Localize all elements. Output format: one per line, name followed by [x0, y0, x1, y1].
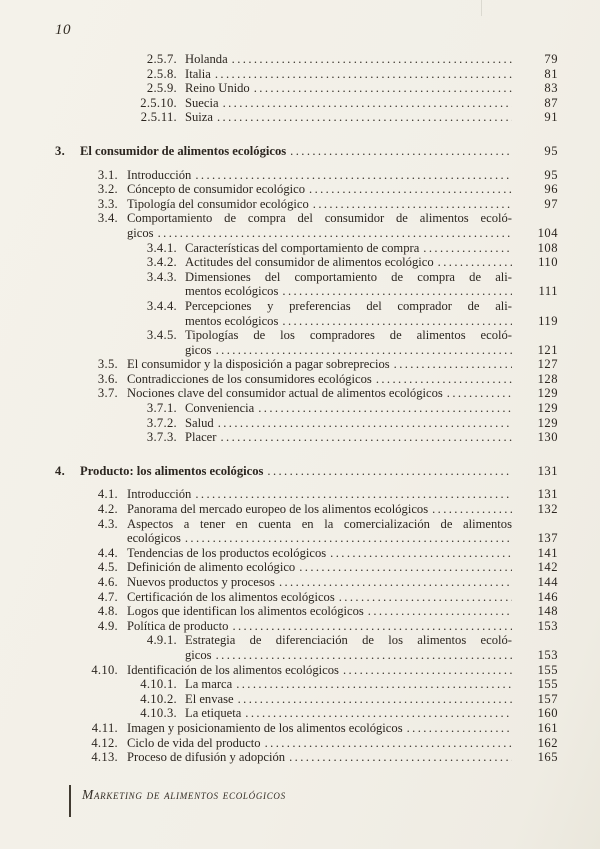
- toc-entry: [55, 663, 558, 678]
- toc-entry-number: 4.6.: [97, 575, 118, 589]
- toc-entry: [55, 52, 558, 67]
- dot-leader: [212, 648, 512, 663]
- toc-entry: [55, 168, 558, 183]
- toc-entry-title: Cóncepto de consumidor ecológico: [127, 182, 306, 197]
- toc-entry-number: 4.4.: [97, 545, 118, 560]
- toc-entry-title: El consumidor de alimentos ecológicos: [80, 143, 287, 158]
- toc-entry-title: gicos: [185, 647, 212, 662]
- toc-entry-title: Política de producto: [127, 618, 229, 633]
- toc-entry-number: 2.5.9.: [146, 81, 177, 96]
- dot-leader: [181, 531, 512, 546]
- toc-entry-page: 129: [537, 415, 558, 430]
- dot-leader: [278, 284, 512, 299]
- toc-entry-page: 153: [537, 618, 558, 633]
- toc-entry-page: 79: [544, 52, 558, 66]
- dot-leader: [339, 663, 512, 678]
- dot-leader: [191, 487, 512, 502]
- toc-entry-number: 4.10.1.: [140, 677, 177, 692]
- dot-leader: [335, 590, 512, 605]
- toc-entry: [55, 619, 558, 634]
- toc-entry-page: 81: [544, 66, 558, 81]
- toc-entry-number: 3.7.2.: [146, 415, 177, 430]
- dot-leader: [254, 401, 512, 416]
- toc-entry-number: 3.4.3.: [146, 269, 177, 284]
- toc-entry-number: 3.1.: [97, 167, 118, 182]
- toc-section-heading: [55, 144, 558, 159]
- toc-entry: [55, 241, 558, 256]
- toc-entry-page: 95: [544, 143, 558, 158]
- toc-entry-title: Conveniencia: [185, 401, 255, 416]
- toc-entry: [55, 328, 558, 343]
- toc-section-heading: [55, 464, 558, 479]
- toc-entry-number: 4.10.3.: [140, 706, 177, 721]
- toc-entry-title: Producto: los alimentos ecológicos: [80, 463, 264, 478]
- dot-leader: [275, 575, 512, 590]
- toc-entry-page: 146: [537, 589, 558, 604]
- toc-entry-number: 4.9.1.: [146, 633, 177, 648]
- toc-entry: [55, 706, 558, 721]
- toc-entry-page: 110: [538, 255, 558, 270]
- toc-entry-page: 141: [537, 545, 558, 560]
- toc-entry-number: 3.4.2.: [146, 255, 177, 270]
- toc-entry-title: Placer: [185, 430, 217, 445]
- toc-entry-number: 4.10.2.: [140, 691, 177, 706]
- toc-entry-number: 3.3.: [97, 196, 118, 211]
- dot-leader: [214, 416, 512, 431]
- toc-entry-number: 4.10.: [91, 662, 118, 677]
- toc-entry: [55, 750, 558, 765]
- toc-entry-page: 111: [538, 284, 558, 299]
- toc-entry-page: 131: [537, 487, 558, 502]
- dot-leader: [295, 560, 512, 575]
- toc-entry-page: 165: [537, 750, 558, 765]
- toc-entry-title: La marca: [185, 677, 233, 692]
- toc-entry: [55, 182, 558, 197]
- toc-entry: [55, 416, 558, 431]
- toc-entry: [55, 401, 558, 416]
- dot-leader: [261, 736, 512, 751]
- toc-entry-title: Holanda: [185, 52, 228, 66]
- dot-leader: [219, 96, 512, 111]
- toc-entry-number: 3.6.: [97, 371, 118, 386]
- footer-rule: [69, 785, 71, 817]
- toc-entry-number: 3.4.1.: [146, 240, 177, 255]
- toc-entry-page: 121: [537, 342, 558, 357]
- dot-leader: [309, 197, 512, 212]
- dot-leader: [434, 255, 512, 270]
- toc-entry: [55, 502, 558, 517]
- dot-leader: [191, 168, 512, 183]
- toc-entry-number: 4.1.: [97, 487, 118, 502]
- toc-entry-title: Aspectos a tener en cuenta en la comercialización de alimentos: [127, 516, 512, 531]
- toc-entry-title: Introducción: [127, 487, 192, 502]
- toc-entry-page: 104: [537, 225, 558, 240]
- toc-entry-title: Proceso de difusión y adopción: [127, 750, 286, 765]
- dot-leader: [234, 692, 512, 707]
- toc-entry-number: 4.9.: [97, 618, 118, 633]
- toc-entry: [55, 197, 558, 212]
- toc-entry-title: Nuevos productos y procesos: [127, 575, 275, 589]
- dot-leader: [443, 386, 512, 401]
- toc-entry-page: 83: [544, 81, 558, 96]
- toc-entry-page: 128: [537, 371, 558, 386]
- toc-entry-page: 96: [544, 182, 558, 197]
- toc-entry: [55, 270, 558, 285]
- dot-leader: [228, 619, 512, 634]
- toc-entry-title: Tendencias de los productos ecológicos: [127, 545, 327, 560]
- toc-entry-number: 3.4.5.: [146, 328, 177, 343]
- page-number: 10: [55, 22, 71, 38]
- dot-leader: [228, 52, 512, 67]
- running-footer: [69, 785, 558, 817]
- toc-entry-number: 4.: [55, 463, 66, 478]
- toc-entry-page: 142: [537, 560, 558, 575]
- footer-book-title: Marketing de alimentos ecológicos: [82, 786, 286, 802]
- toc-entry-page: 95: [544, 167, 558, 182]
- toc-entry-title: La etiqueta: [185, 706, 242, 721]
- toc-entry-title: Definición de alimento ecológico: [127, 560, 296, 575]
- toc-entry-title: Introducción: [127, 167, 192, 182]
- toc-entry: [55, 81, 558, 96]
- toc-entry-number: 4.5.: [97, 560, 118, 575]
- toc-entry-title: mentos ecológicos: [185, 284, 279, 299]
- toc-entry-title: El consumidor y la disposición a pagar sobreprecios: [127, 357, 390, 372]
- toc-entry-page: 108: [537, 240, 558, 255]
- toc-entry-page: 129: [537, 386, 558, 401]
- toc-entry-page: 131: [537, 463, 558, 478]
- dot-leader: [428, 502, 512, 517]
- toc-entry: [55, 430, 558, 445]
- toc-entry-page: 144: [537, 575, 558, 589]
- toc-entry-page: 132: [537, 502, 558, 517]
- toc-entry-title: Características del comportamiento de compra: [185, 240, 420, 255]
- toc-entry-title: Italia: [185, 66, 211, 81]
- toc-entry-title: gicos: [127, 225, 154, 240]
- toc-entry-page: 155: [537, 677, 558, 692]
- toc-entry: [55, 314, 558, 329]
- toc-entry-page: 161: [537, 720, 558, 735]
- toc-entry: [55, 721, 558, 736]
- toc-entry: [55, 604, 558, 619]
- toc-entry-page: 130: [537, 430, 558, 445]
- toc-entry-page: 153: [537, 647, 558, 662]
- toc-entry-title: gicos: [185, 342, 212, 357]
- dot-leader: [372, 372, 512, 387]
- toc-entry: [55, 633, 558, 648]
- dot-leader: [232, 677, 512, 692]
- toc-entry-page: 162: [537, 735, 558, 750]
- toc-entry-title: Tipología del consumidor ecológico: [127, 196, 309, 211]
- toc-entry: [55, 677, 558, 692]
- toc-entry: [55, 110, 558, 125]
- toc-entry-title: Comportamiento de compra del consumidor de alimentos ecoló-: [127, 211, 512, 226]
- toc-entry-title: Panorama del mercado europeo de los alimentos ecológicos: [127, 502, 429, 517]
- dot-leader: [154, 226, 512, 241]
- toc-entry-page: 127: [537, 357, 558, 372]
- toc-entry: [55, 372, 558, 387]
- toc-entry-page: 91: [544, 110, 558, 125]
- dot-leader: [212, 343, 512, 358]
- toc-entry: [55, 386, 558, 401]
- toc-entry-page: 157: [537, 691, 558, 706]
- toc-entry-number: 4.3.: [97, 516, 118, 531]
- dot-leader: [364, 604, 512, 619]
- toc-entry-title: Logos que identifican los alimentos ecológicos: [127, 604, 364, 619]
- toc-entry-page: 87: [544, 95, 558, 110]
- toc-entry: [55, 531, 558, 546]
- toc-entry: [55, 517, 558, 532]
- toc-entry-page: 155: [537, 662, 558, 677]
- dot-leader: [326, 546, 512, 561]
- toc-entry: [55, 487, 558, 502]
- scan-artifact: [481, 0, 482, 16]
- toc-entry: [55, 343, 558, 358]
- toc-entry-title: Salud: [185, 415, 214, 430]
- toc-entry: [55, 299, 558, 314]
- toc-entry-title: Reino Unido: [185, 81, 250, 96]
- toc-entry-number: 3.7.1.: [146, 401, 177, 416]
- toc-entry: [55, 546, 558, 561]
- toc-entry: [55, 255, 558, 270]
- toc-entry-title: Certificación de los alimentos ecológicos: [127, 589, 335, 604]
- dot-leader: [419, 241, 512, 256]
- toc-entry-title: Suecia: [185, 95, 219, 110]
- toc-entry-number: 2.5.10.: [140, 95, 177, 110]
- toc-entry-number: 4.12.: [91, 735, 118, 750]
- dot-leader: [241, 706, 512, 721]
- toc-entry-title: Suiza: [185, 110, 213, 125]
- toc-entry-title: ecológicos: [127, 531, 181, 546]
- toc-entry: [55, 560, 558, 575]
- toc-entry: [55, 692, 558, 707]
- dot-leader: [211, 67, 512, 82]
- dot-leader: [286, 144, 512, 159]
- toc-entry-title: Actitudes del consumidor de alimentos ecológico: [185, 255, 434, 270]
- toc-entry-title: mentos ecológicos: [185, 313, 279, 328]
- toc-entry: [55, 648, 558, 663]
- toc-entry-title: Identificación de los alimentos ecológicos: [127, 662, 339, 677]
- toc-entry-page: 148: [537, 604, 558, 619]
- toc-entry-number: 4.7.: [97, 589, 118, 604]
- dot-leader: [390, 357, 512, 372]
- toc-entry-number: 2.5.7.: [146, 52, 177, 66]
- dot-leader: [216, 430, 512, 445]
- toc-entry: [55, 211, 558, 226]
- toc-entry-title: Contradicciones de los consumidores ecológicos: [127, 371, 372, 386]
- toc-entry-number: 3.: [55, 143, 66, 158]
- toc-entry-title: Percepciones y preferencias del comprador de ali-: [185, 298, 512, 313]
- toc-entry-number: 4.2.: [97, 502, 118, 517]
- toc-entry-title: Ciclo de vida del producto: [127, 735, 261, 750]
- toc-entry-title: Dimensiones del comportamiento de compra de ali-: [185, 269, 512, 284]
- toc-entry: [55, 590, 558, 605]
- toc-entry-number: 3.5.: [97, 357, 118, 372]
- toc-entry-page: 119: [538, 313, 558, 328]
- toc-entry-number: 4.8.: [97, 604, 118, 619]
- toc-entry: [55, 357, 558, 372]
- toc-entry-title: Imagen y posicionamiento de los alimentos ecológicos: [127, 720, 403, 735]
- toc-entry-number: 3.7.3.: [146, 430, 177, 445]
- toc-entry-number: 2.5.8.: [146, 66, 177, 81]
- toc-entry-title: El envase: [185, 691, 234, 706]
- toc-entry-number: 3.4.4.: [146, 298, 177, 313]
- toc-entry-number: 3.2.: [97, 182, 118, 197]
- toc-entry: [55, 96, 558, 111]
- toc-entry-page: 97: [544, 196, 558, 211]
- toc-entry: [55, 284, 558, 299]
- toc-entry-page: 137: [537, 531, 558, 546]
- dot-leader: [250, 81, 512, 96]
- toc-entry-number: 4.11.: [91, 720, 118, 735]
- dot-leader: [403, 721, 512, 736]
- dot-leader: [285, 750, 512, 765]
- table-of-contents: [55, 52, 558, 765]
- toc-entry: [55, 67, 558, 82]
- toc-entry: [55, 575, 558, 590]
- dot-leader: [278, 314, 512, 329]
- toc-entry-number: 4.13.: [91, 750, 118, 765]
- toc-entry-title: Tipologías de los compradores de alimentos ecoló-: [185, 328, 512, 343]
- toc-entry-title: Nociones clave del consumidor actual de alimentos ecológicos: [127, 386, 443, 401]
- dot-leader: [213, 110, 512, 125]
- toc-entry: [55, 736, 558, 751]
- dot-leader: [305, 182, 512, 197]
- toc-entry-page: 129: [537, 401, 558, 416]
- toc-entry-page: 160: [537, 706, 558, 721]
- toc-entry: [55, 226, 558, 241]
- toc-entry-number: 3.4.: [97, 211, 118, 226]
- dot-leader: [263, 464, 512, 479]
- toc-entry-number: 3.7.: [97, 386, 118, 401]
- toc-entry-number: 2.5.11.: [140, 110, 177, 125]
- toc-entry-title: Estrategia de diferenciación de los alimentos ecoló-: [185, 633, 512, 648]
